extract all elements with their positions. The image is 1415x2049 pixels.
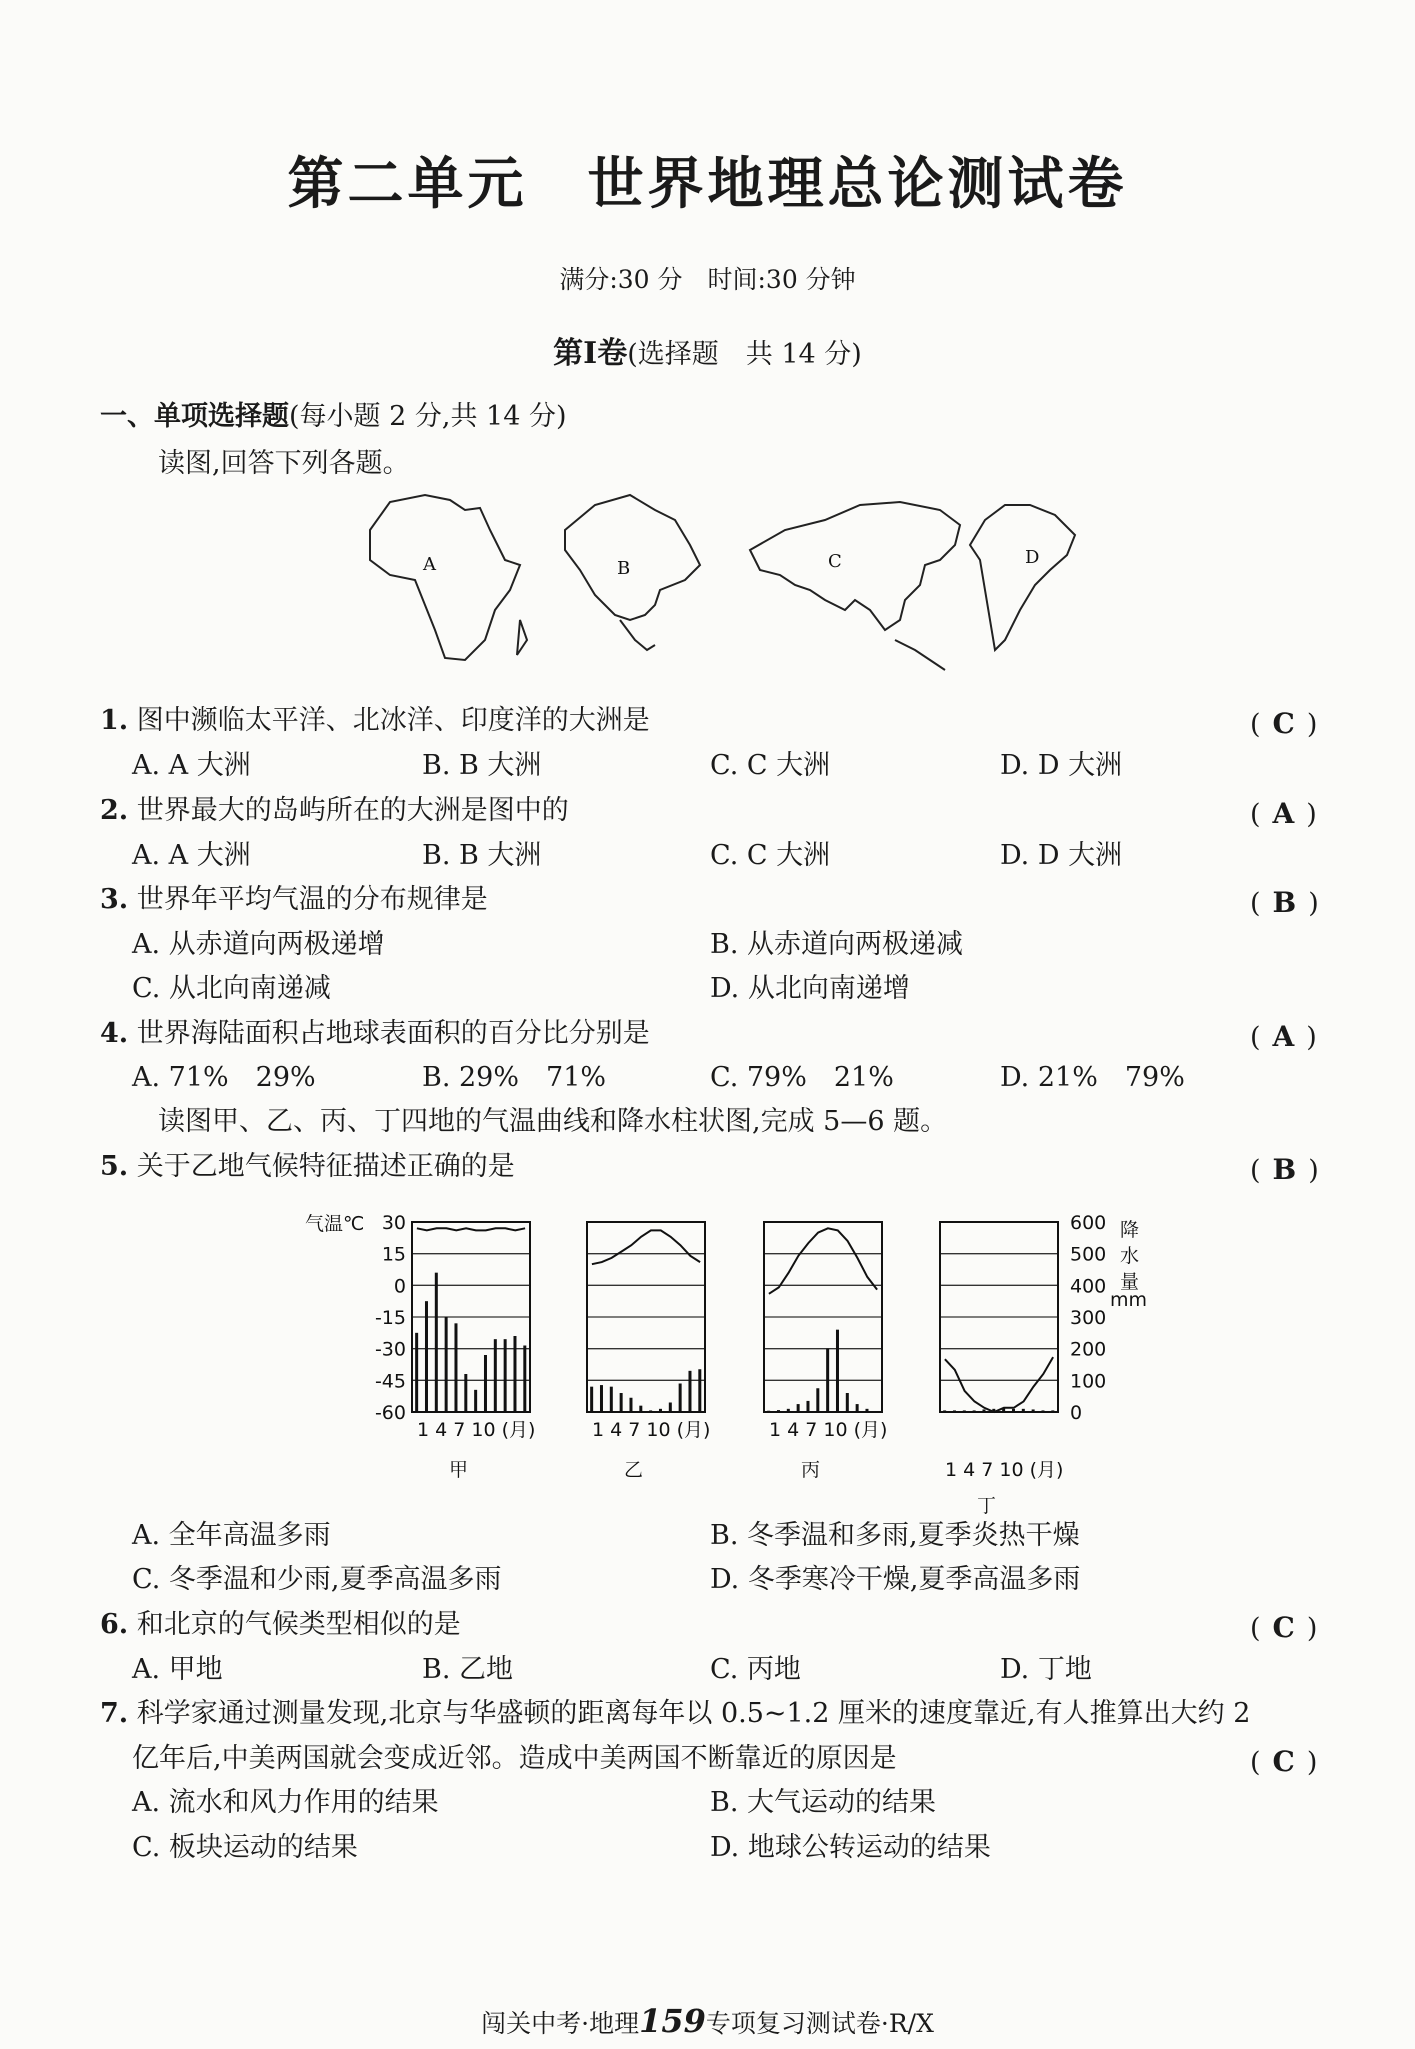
precip-bar-丙-9	[846, 1393, 849, 1412]
precip-bar-乙-5	[629, 1398, 632, 1412]
map-label-d: D	[1025, 547, 1040, 568]
precip-bar-乙-1	[590, 1387, 593, 1412]
x-ticks-3: 1 4 7 10 (月)	[945, 1459, 1064, 1481]
part-heading-bold: 第Ⅰ卷	[553, 336, 628, 371]
precip-bar-乙-11	[688, 1371, 691, 1412]
temp-tick-0: 30	[381, 1212, 406, 1234]
precip-tick-0: 600	[1070, 1212, 1107, 1234]
chart-name-3: 丁	[977, 1495, 997, 1517]
precip-bar-甲-7	[474, 1390, 477, 1412]
q1-option-c: C. C 大洲	[710, 750, 831, 781]
q4-option-b: B. 29% 71%	[422, 1062, 607, 1093]
answer-1-value: C	[1272, 707, 1295, 740]
precip-bar-丁-5	[982, 1409, 985, 1412]
precip-label-0: 降	[1120, 1219, 1140, 1241]
section-heading-bold: 一、单项选择题	[100, 401, 289, 432]
answer-1: ( C )	[1250, 707, 1318, 740]
question-3-number: 3.	[100, 884, 129, 915]
x-ticks-0: 1 4 7 10 (月)	[417, 1419, 536, 1441]
footer-number: 159	[639, 2002, 706, 2040]
answer-2-value: A	[1272, 797, 1295, 830]
precip-bar-甲-1	[415, 1333, 418, 1412]
temp-tick-2: 0	[393, 1275, 406, 1298]
question-7-text: 科学家通过测量发现,北京与华盛顿的距离每年以 0.5~1.2 厘米的速度靠近,有人推算出大约 2	[136, 1698, 1251, 1729]
q1-option-b: B. B 大洲	[422, 750, 542, 781]
precip-bar-丙-10	[856, 1404, 859, 1412]
precip-bar-丙-4	[797, 1404, 800, 1412]
q3-option-a: A. 从赤道向两极递增	[132, 929, 385, 960]
answer-3: ( B )	[1250, 886, 1319, 919]
answer-4: ( A )	[1250, 1020, 1317, 1053]
precip-bar-丁-8	[1012, 1409, 1015, 1412]
precip-bar-乙-3	[610, 1387, 613, 1412]
precip-bar-甲-4	[445, 1317, 448, 1412]
answer-7: ( C )	[1250, 1745, 1318, 1778]
question-5-text: 关于乙地气候特征描述正确的是	[136, 1151, 515, 1182]
q6-option-a: A. 甲地	[132, 1654, 223, 1685]
question-1-number: 1.	[100, 705, 129, 736]
temp-tick-3: -15	[374, 1307, 406, 1329]
precip-bar-丙-12	[875, 1411, 878, 1412]
question-5-number: 5.	[100, 1151, 129, 1182]
answer-4-value: A	[1272, 1020, 1295, 1053]
q4-option-c: C. 79% 21%	[710, 1062, 894, 1093]
answer-5-value: B	[1272, 1153, 1297, 1186]
q6-option-d: D. 丁地	[1000, 1654, 1092, 1685]
precip-bar-丁-12	[1051, 1410, 1054, 1412]
part-heading-rest: (选择题 共 14 分)	[627, 339, 862, 370]
q5-option-c: C. 冬季温和少雨,夏季高温多雨	[132, 1564, 502, 1595]
chart-name-1: 乙	[624, 1459, 644, 1481]
x-ticks-2: 1 4 7 10 (月)	[769, 1419, 888, 1441]
precip-tick-1: 500	[1070, 1243, 1107, 1266]
question-6-number: 6.	[100, 1609, 129, 1640]
section-heading-rest: (每小题 2 分,共 14 分)	[289, 401, 567, 432]
precip-bar-丙-6	[816, 1388, 819, 1412]
q2-option-b: B. B 大洲	[422, 840, 542, 871]
q3-option-d: D. 从北向南递增	[710, 973, 910, 1004]
temp-tick-5: -45	[374, 1370, 406, 1393]
answer-6: ( C )	[1250, 1611, 1318, 1644]
temp-tick-6: -60	[374, 1402, 406, 1424]
precip-bar-乙-10	[679, 1384, 682, 1413]
q6-option-c: C. 丙地	[710, 1654, 801, 1685]
intro-text-2: 读图甲、乙、丙、丁四地的气温曲线和降水柱状图,完成 5—6 题。	[158, 1106, 948, 1137]
q1-option-a: A. A 大洲	[132, 750, 251, 781]
temp-tick-1: 15	[381, 1243, 406, 1266]
precip-tick-6: 0	[1070, 1402, 1083, 1424]
footer-left: 闯关中考·地理	[481, 2009, 640, 2038]
page-footer	[0, 2002, 1415, 2040]
temp-line-乙	[592, 1230, 700, 1264]
precip-bar-甲-9	[494, 1339, 497, 1412]
map-label-c: C	[828, 551, 842, 572]
precip-bar-甲-2	[425, 1301, 428, 1412]
temp-line-丁	[945, 1357, 1053, 1412]
answer-2: ( A )	[1250, 797, 1317, 830]
question-6-text: 和北京的气候类型相似的是	[136, 1609, 461, 1640]
precip-bar-丙-7	[826, 1349, 829, 1412]
precip-bar-丙-11	[865, 1409, 868, 1412]
chart-name-0: 甲	[449, 1459, 469, 1481]
answer-3-value: B	[1272, 886, 1297, 919]
q3-option-b: B. 从赤道向两极递减	[710, 929, 964, 960]
precip-bar-丁-11	[1041, 1410, 1044, 1412]
precip-bar-丁-9	[1022, 1409, 1025, 1412]
precip-label-1: 水	[1120, 1245, 1140, 1267]
question-6	[100, 1611, 461, 1638]
q7-option-b: B. 大气运动的结果	[710, 1787, 937, 1818]
precip-bar-丁-1	[943, 1410, 946, 1412]
precip-bar-乙-9	[669, 1403, 672, 1413]
precip-bar-丙-5	[806, 1401, 809, 1412]
page-title: 第二单元 世界地理总论测试卷	[287, 151, 1128, 217]
question-4-number: 4.	[100, 1018, 129, 1049]
temp-axis-label: 气温℃	[305, 1213, 365, 1235]
precip-bar-甲-12	[523, 1346, 526, 1413]
precip-bar-丙-2	[777, 1410, 780, 1412]
precip-bar-丙-1	[767, 1411, 770, 1412]
precip-bar-乙-4	[620, 1393, 623, 1412]
q1-option-d: D. D 大洲	[1000, 750, 1123, 781]
precip-bar-甲-3	[435, 1273, 438, 1412]
x-ticks-1: 1 4 7 10 (月)	[592, 1419, 711, 1441]
precip-bar-甲-5	[454, 1323, 457, 1412]
precip-bar-乙-8	[659, 1409, 662, 1412]
q6-option-b: B. 乙地	[422, 1654, 514, 1685]
q2-option-d: D. D 大洲	[1000, 840, 1123, 871]
answer-6-value: C	[1272, 1611, 1295, 1644]
q4-option-d: D. 21% 79%	[1000, 1062, 1185, 1093]
question-2-text: 世界最大的岛屿所在的大洲是图中的	[136, 795, 569, 826]
intro-text-1: 读图,回答下列各题。	[158, 448, 410, 479]
q7-option-d: D. 地球公转运动的结果	[710, 1832, 991, 1863]
precip-bar-丙-3	[787, 1409, 790, 1412]
precip-bar-丙-8	[836, 1330, 839, 1412]
question-2-number: 2.	[100, 795, 129, 826]
precip-bar-丁-4	[973, 1410, 976, 1412]
precip-tick-3: 300	[1070, 1307, 1107, 1329]
temp-line-甲	[417, 1228, 525, 1230]
precip-bar-甲-6	[464, 1374, 467, 1412]
precip-bar-甲-8	[484, 1355, 487, 1412]
question-3-text: 世界年平均气温的分布规律是	[136, 884, 488, 915]
precip-tick-2: 400	[1070, 1275, 1107, 1298]
precip-bar-乙-2	[600, 1385, 603, 1412]
map-label-b: B	[617, 558, 631, 579]
question-4-text: 世界海陆面积占地球表面积的百分比分别是	[136, 1018, 650, 1049]
q7-option-a: A. 流水和风力作用的结果	[132, 1787, 439, 1818]
precip-tick-4: 200	[1070, 1338, 1107, 1361]
precip-bar-乙-7	[649, 1410, 652, 1412]
precip-bar-丁-2	[953, 1410, 956, 1412]
precip-bar-乙-12	[698, 1369, 701, 1412]
q4-option-a: A. 71% 29%	[132, 1062, 316, 1093]
precip-label-2: 量	[1120, 1271, 1140, 1293]
question-7-text-line2: 亿年后,中美两国就会变成近邻。造成中美两国不断靠近的原因是	[132, 1743, 897, 1774]
footer-right: 专项复习测试卷·R/X	[705, 2009, 934, 2038]
precip-bar-甲-11	[513, 1336, 516, 1412]
precip-bar-丁-3	[963, 1410, 966, 1412]
score-time-info: 满分:30 分 时间:30 分钟	[559, 265, 856, 294]
precip-bar-乙-6	[639, 1406, 642, 1412]
q5-option-d: D. 冬季寒冷干燥,夏季高温多雨	[710, 1564, 1081, 1595]
answer-7-value: C	[1272, 1745, 1295, 1778]
precip-bar-甲-10	[504, 1339, 507, 1412]
question-1-text: 图中濒临太平洋、北冰洋、印度洋的大洲是	[136, 705, 650, 736]
answer-5: ( B )	[1250, 1153, 1319, 1186]
precip-label-3: mm	[1110, 1289, 1148, 1311]
q5-option-a: A. 全年高温多雨	[132, 1520, 331, 1551]
temp-line-丙	[769, 1228, 877, 1294]
chart-name-2: 丙	[801, 1459, 821, 1481]
precip-bar-丁-10	[1032, 1409, 1035, 1412]
temp-tick-4: -30	[374, 1338, 406, 1361]
precip-tick-5: 100	[1070, 1370, 1107, 1393]
question-7	[100, 1700, 1250, 1727]
q7-option-c: C. 板块运动的结果	[132, 1832, 358, 1863]
map-label-a: A	[423, 554, 436, 575]
q2-option-a: A. A 大洲	[132, 840, 251, 871]
q3-option-c: C. 从北向南递减	[132, 973, 331, 1004]
q2-option-c: C. C 大洲	[710, 840, 831, 871]
question-7-number: 7.	[100, 1698, 129, 1729]
q5-option-b: B. 冬季温和多雨,夏季炎热干燥	[710, 1520, 1080, 1551]
